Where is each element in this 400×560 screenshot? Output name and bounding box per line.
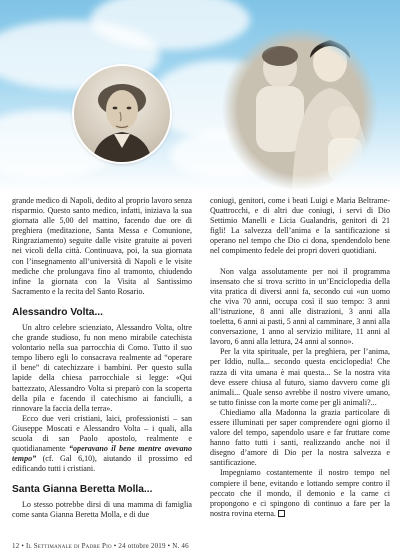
page-number: 12	[12, 542, 20, 550]
paragraph-molla: Lo stesso potrebbe dirsi di una mamma di famiglia come santa Gianna Beretta Molla, e di due	[12, 500, 192, 520]
issue-date: 24 ottobre 2019	[118, 542, 166, 550]
right-text-column	[210, 196, 390, 519]
left-text-column	[12, 196, 192, 521]
paragraph-madonna: Chiediamo alla Madonna la grazia particolare di essere illuminati per saper comprendere ogni giorno il valore del tempo, sapendolo usare e far fruttare come hanno fatto tutti i santi, realizzando anche noi il disegno d’amore di Dio per la nostra salvezza e santificazione.	[210, 407, 390, 468]
paragraph-enciclopedia: Non valga assolutamente per noi il programma insensato che si trova scritto in un’Enciclopedia della vita pratica di diversi anni fa, secondo cui «un uomo che viva 70 anni, occupa così il suo tempo: 3 anni all’istruzione, 8 anni alle distrazioni, 3 anni alla toeletta, 6 anni ai pasti, 5 anni al camminare, 3 anni alla conversazione, 1 anno al servizio militare, 11 anni al lavoro, 6 anni alla lettura, 24 anni al sonno».	[210, 266, 390, 347]
mother-children-icon	[222, 28, 378, 190]
heading-alessandro-volta: Alessandro Volta...	[12, 306, 103, 318]
page-footer: 12 • Il Settimanale di Padre Pio • 24 ottobre 2019 • N. 46	[12, 542, 189, 550]
paragraph-coniugi: coniugi, genitori, come i beati Luigi e Maria Beltrame-Quattrocchi, e di altri due coniugi, i servi di Dio Settimio Manelli e Licia Gualandris, genitori di 21 figli! La salvezza dell’anima e la santificazione si operano nel tempo che Dio ci dona, spendendolo bene nel compimento fedele dei propri doveri quotidiani.	[210, 196, 390, 256]
paragraph-moscati: grande medico di Napoli, dedito al proprio lavoro senza risparmio. Questo santo medico, infatti, iniziava la sua giornata alle 5,00 del mattino, facendo due ore di preghiera (meditazione, Santa Messa e Comunione, Ringraziamento) seguite dalle visite gratuite ai poveri nei vicoli della città. Continuava, poi, la sua giornata con l’insegnamento all’università di Napoli e le visite mediche che prolungava fino al tramonto, chiudendo infine la giornata con la Visita al Santissimo Sacramento e la recita del Santo Rosario.	[12, 196, 192, 296]
quote-operavano: “operavano il bene mentre avevano tempo”	[12, 444, 192, 464]
family-photo-image	[222, 28, 378, 190]
man-portrait-icon	[74, 66, 170, 162]
magazine-name: Il Settimanale di Padre Pio	[25, 542, 112, 550]
paragraph-vita-spirituale: Per la vita spirituale, per la preghiera, per l’anima, per Iddio, nulla... secondo questa enciclopedia! Che razza di vita umana è mai questa... Se la nostra vita deve essere chiusa al futuro, siamo davvero come gli animali... Quale senso avrebbe il nostro vivere umano, se tutto finisse con la morte come per gli animali?...	[210, 347, 390, 407]
issue-number: N. 46	[172, 542, 189, 550]
end-of-article-icon	[278, 510, 285, 517]
heading-gianna-beretta-molla: Santa Gianna Beretta Molla...	[12, 484, 153, 496]
paragraph-volta: Un altro celebre scienziato, Alessandro Volta, oltre che grande studioso, fu non meno mirabile catechista volontario nella sua parrocchia di Como. Tutto il suo tempo libero egli lo consacrava realmente ad “operare il bene” di catechizzare i bambini. Per questo sulla lapide della chiesa parrocchiale si legge: «Qui battezzato, Alessandro Volta si preparò con la scoperta della pila e facendo il catechismo ai fanciulli, a rinnovare la faccia della terra».	[12, 322, 192, 413]
paragraph-two-christians: Ecco due veri cristiani, laici, professionisti – san Giuseppe Moscati e Alessandro Volta – i quali, alla scuola di san Paolo apostolo, realmente e quotidianamente “operavano il bene mentre avevano tempo” (cf. Gal 6,10), aiutando il prossimo ed edificando tutti i cristiani.	[12, 413, 192, 474]
portrait-medallion-image	[74, 66, 170, 162]
paragraph-impegniamo: Impegniamo costantemente il nostro tempo nel compiere il bene, evitando e lottando sempre contro il peccato che il mondo, il demonio e la carne ci propongono e ci spingono di continuo a fare per la nostra rovina eterna.	[210, 468, 390, 518]
header-image-sky	[0, 0, 400, 192]
